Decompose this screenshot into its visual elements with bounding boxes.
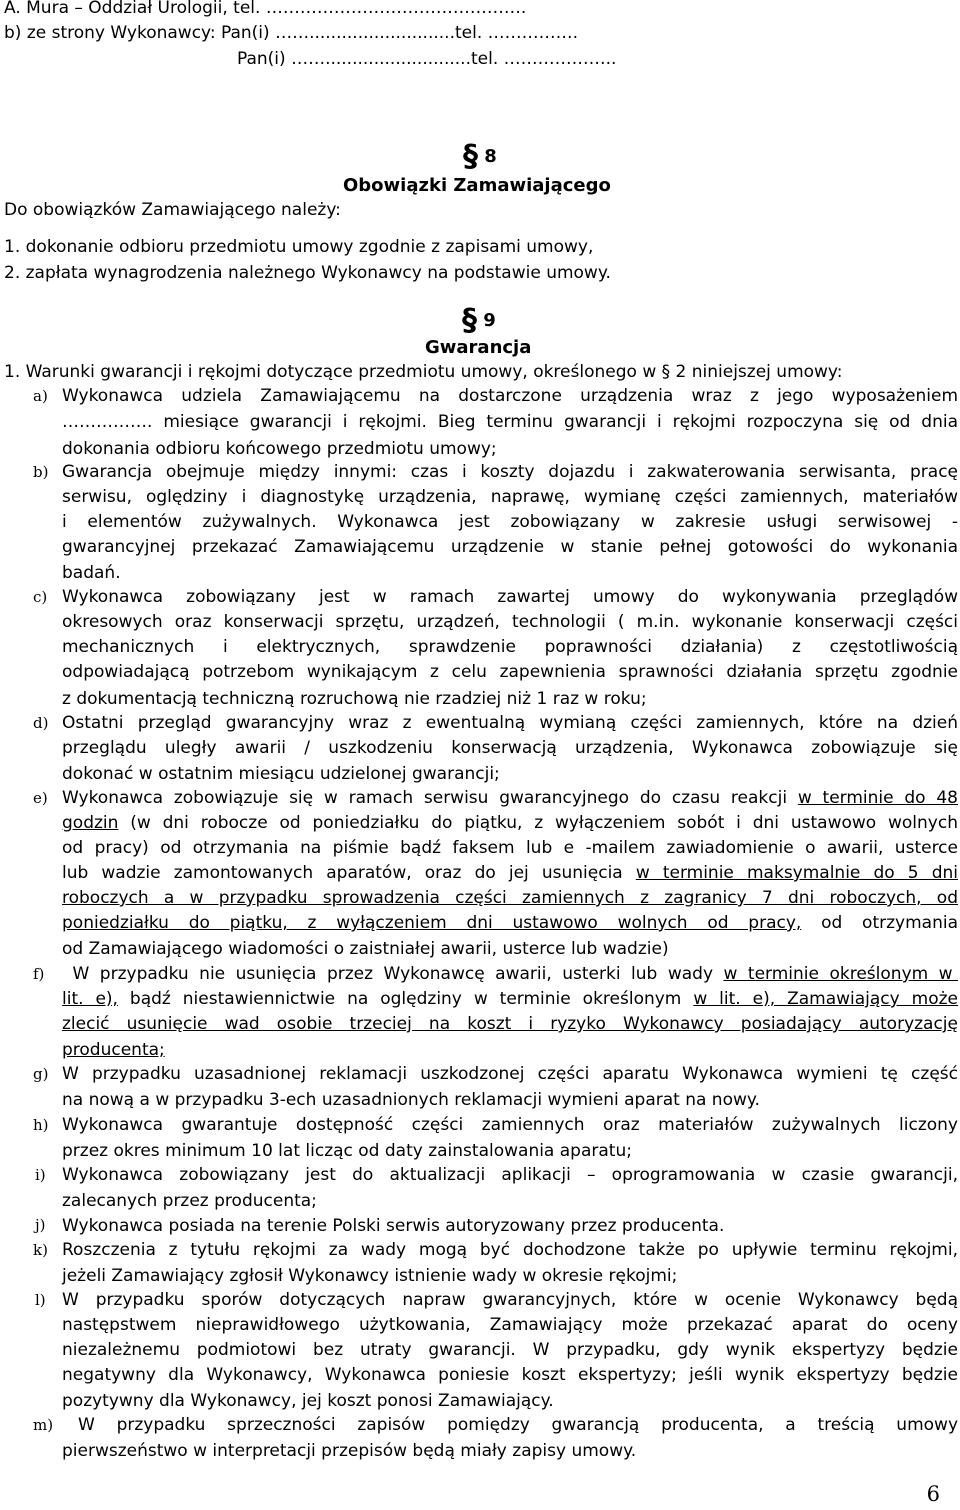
underlined-term: w terminie maksymalnie do 5 dni [635,863,958,883]
item-c-line: Wykonawca zobowiązany jest w ramach zawartej umowy do wykonywania przeglądów [62,587,958,607]
item-e-line: od Zamawiającego wiadomości o zaistniałej awarii, usterce lub wadzie) [62,939,669,959]
item-e-line: lub wadzie zamontowanych aparatów, oraz do jej usunięcia w terminie maksymalnie do 5 dni [62,863,958,883]
section-8-title: Obowiązki Zamawiającego [343,175,611,196]
item-d-line: dokonać w ostatnim miesiącu udzielonej gwarancji; [62,764,500,784]
item-marker-b: b) [33,463,49,481]
item-marker-i: i) [35,1166,46,1184]
item-b-line: Gwarancja obejmuje między innymi: czas i koszty dojazdu i zakwaterowania serwisanta, pracę [62,462,958,482]
underlined-term: producenta; [62,1040,165,1060]
section-8-item-2: 2. zapłata wynagrodzenia należnego Wykonawcy na podstawie umowy. [4,263,611,283]
item-e-line [62,886,958,911]
contact-line-a: A. Mura – Oddział Urologii, tel. ………………………………………. [4,0,527,18]
item-d-line: przeglądu uległy awarii / uszkodzeniu konserwacją urządzenia, Wykonawca zobowiązuje się [62,738,958,758]
item-b-line: gwarancyjnej przekazać Zamawiającemu urządzenie w stanie pełnej gotowości do wykonania [62,537,958,557]
item-marker-m: m) [33,1416,54,1434]
underlined-term: poniedziałku do piątku, z wyłączeniem dni ustawowo wolnych od pracy, [62,913,802,933]
item-marker-a: a) [33,387,48,405]
underlined-term: w lit. e), Zamawiający może [693,989,959,1009]
item-e-line: godzin (w dni robocze od poniedziałku do piątku, z wyłączeniem sobót i dni ustawowo wolnych [62,813,958,833]
item-f-line: lit. e), bądź niestawiennictwie na oględziny w terminie określonym w lit. e), Zamawiający może [62,989,959,1009]
item-l-line: pozytywny dla Wykonawcy, jej koszt ponosi Zamawiający. [62,1391,554,1411]
item-b-line: badań. [62,563,121,583]
item-marker-c: c) [33,588,48,606]
underlined-term: zlecić usunięcie wad osobie trzeciej na koszt i ryzyko Wykonawcy posiadający autoryzację [62,1014,958,1034]
section-8-intro: Do obowiązków Zamawiającego należy: [4,200,341,220]
item-i-line: Wykonawca zobowiązany jest do aktualizacji aplikacji – oprogramowania w czasie gwarancji, [62,1165,958,1185]
item-f-line [62,1039,165,1061]
underlined-term: godzin [62,813,119,833]
underlined-term: lit. e), [62,989,118,1009]
section-9-point-1: 1. Warunki gwarancji i rękojmi dotyczące przedmiotu umowy, określonego w § 2 niniejszej umowy: [4,362,843,382]
item-l-line: negatywny dla Wykonawcy, Wykonawca poniesie koszt ekspertyzy; jeśli wynik ekspertyzy będzie [62,1365,958,1385]
item-f-line [62,1012,958,1037]
item-h-line: Wykonawca gwarantuje dostępność części zamiennych oraz materiałów zużywalnych liczony [62,1115,958,1135]
item-marker-g: g) [33,1065,49,1083]
item-c-line: z dokumentacją techniczną rozruchową nie rzadziej niż 1 raz w roku; [62,689,647,709]
contact-line-b: b) ze strony Wykonawcy: Pan(i) ……...........................tel. ……………. [4,23,579,43]
item-marker-j: j) [35,1216,46,1234]
item-m-line: W przypadku sprzeczności zapisów pomiędzy gwarancją producenta, a treścią umowy [78,1415,958,1435]
item-marker-f: f) [33,965,45,983]
section-8-number: § 8 [463,139,497,174]
item-e-line: od pracy) od otrzymania na piśmie bądź faksem lub e -mailem zawiadomienie o awarii, usterce [62,838,958,858]
underlined-term: w terminie określonym w [723,964,958,984]
item-c-line: mechanicznych i elektrycznych, sprawdzenie poprawności działania) z częstotliwością [62,637,958,657]
item-marker-k: k) [33,1241,48,1259]
underlined-term: w terminie do 48 [797,788,958,808]
section-9-number: § 9 [462,303,496,338]
item-h-line: przez okres minimum 10 lat licząc od daty zainstalowania aparatu; [62,1141,632,1161]
section-symbol: § [463,139,478,174]
item-l-line: następstwem nieprawidłowego użytkowania, Zamawiający może przekazać aparat do oceny [62,1315,958,1335]
item-g-line: na nową a w przypadku 3-ech uzasadnionych reklamacji wymieni aparat na nowy. [62,1090,760,1110]
item-k-line: jeżeli Zamawiający zgłosił Wykonawcy istnienie wady w okresie rękojmi; [62,1266,678,1286]
item-e-line: Wykonawca zobowiązuje się w ramach serwisu gwarancyjnego do czasu reakcji w terminie do 48 [62,788,958,808]
item-k-line: Roszczenia z tytułu rękojmi za wady mogą być dochodzone także po upływie terminu rękojmi, [62,1240,958,1260]
item-g-line: W przypadku uzasadnionej reklamacji uszkodzonej części aparatu Wykonawca wymieni tę część [62,1064,958,1084]
item-a-line: dokonania odbioru końcowego przedmiotu umowy; [62,439,497,459]
item-marker-e: e) [33,789,48,807]
item-d-line: Ostatni przegląd gwarancyjny wraz z ewentualną wymianą części zamiennych, które na dzień [62,713,958,733]
item-e-line: poniedziałku do piątku, z wyłączeniem dni ustawowo wolnych od pracy, od otrzymania [62,913,958,933]
item-c-line: okresowych oraz konserwacji sprzętu, urządzeń, technologii ( m.in. wykonanie konserwacji części [62,612,958,632]
item-c-line: odpowiadającą potrzebom wynikającym z celu zapewnienia sprawności działania sprzętu zgodnie [62,662,958,682]
section-9-title: Gwarancja [425,337,532,358]
item-l-line: W przypadku sporów dotyczących napraw gwarancyjnych, które w ocenie Wykonawcy będą [62,1290,958,1310]
contact-line-c: Pan(i) ……...........................tel. ……………….. [237,49,617,69]
item-marker-d: d) [33,714,49,732]
item-i-line: zalecanych przez producenta; [62,1191,317,1211]
item-a-line: Wykonawca udziela Zamawiającemu na dostarczone urządzenia wraz z jego wyposażeniem [62,386,958,406]
item-j-line: Wykonawca posiada na terenie Polski serwis autoryzowany przez producenta. [62,1216,725,1236]
item-b-line: i elementów zużywalnych. Wykonawca jest zobowiązany w zakresie usługi serwisowej - [62,512,958,532]
item-m-line: pierwszeństwo w interpretacji przepisów będą miały zapisy umowy. [62,1441,637,1461]
section-8-item-1: 1. dokonanie odbioru przedmiotu umowy zgodnie z zapisami umowy, [4,237,594,257]
underlined-term: roboczych a w przypadku sprowadzenia części zamiennych z zagranicy 7 dni roboczych, od [62,888,958,908]
item-l-line: niezależnemu podmiotowi bez utraty gwarancji. W przypadku, gdy wynik ekspertyzy będzie [62,1340,958,1360]
page-number: 6 [926,1482,940,1506]
item-b-line: serwisu, oględziny i diagnostykę urządzenia, naprawę, wymianę części zamiennych, materiałów [62,487,958,507]
item-f-line: W przypadku nie usunięcia przez Wykonawcę awarii, usterki lub wady w terminie określonym w [62,964,958,984]
item-marker-h: h) [33,1116,49,1134]
item-marker-l: l) [35,1291,46,1309]
item-a-line: ……………. miesiące gwarancji i rękojmi. Bieg terminu gwarancji i rękojmi rozpoczyna się od dnia [62,412,958,432]
